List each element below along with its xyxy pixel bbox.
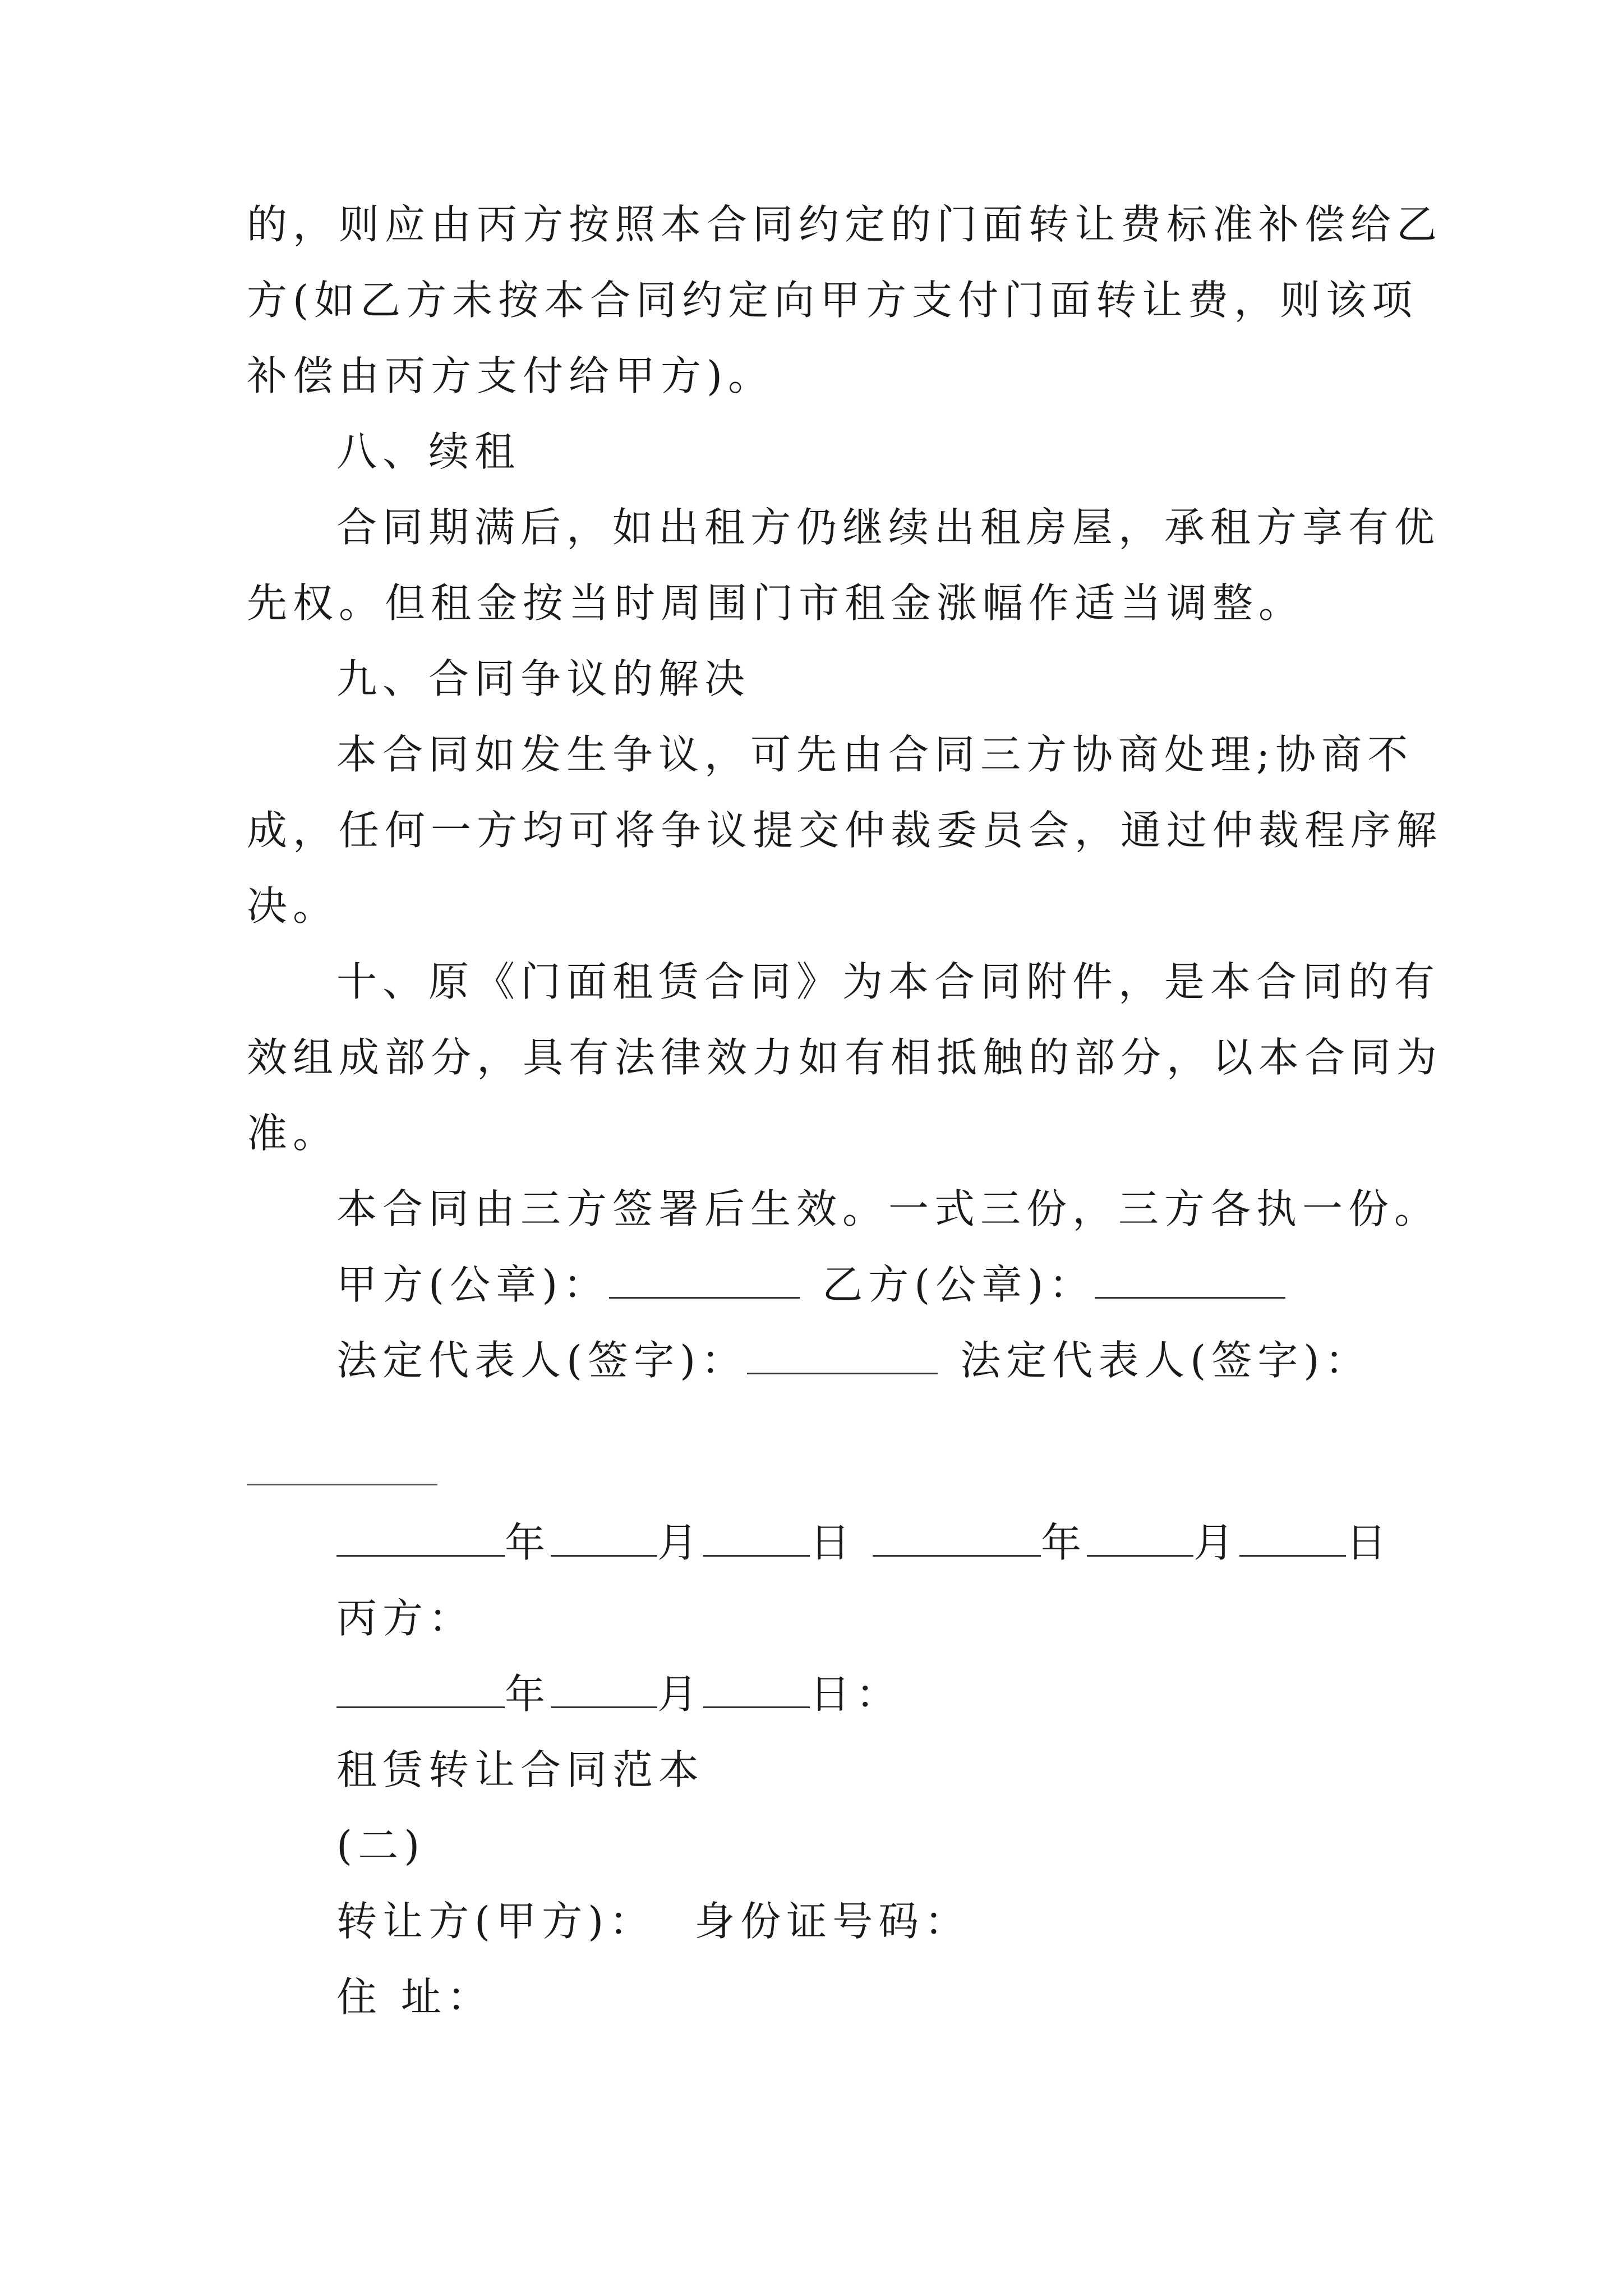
paragraph-line: 成，任何一方均可将争议提交仲裁委员会，通过仲裁程序解 [247,807,1443,854]
party-b-seal-blank [1095,1257,1285,1299]
legal-rep-a-blank [747,1332,938,1374]
section-two-number: (二) [336,1822,426,1869]
date-line-party-c [336,1666,902,1722]
paragraph-line: 决。 [247,882,339,930]
transferor-line [336,1893,970,1949]
day-label: 日 [1346,1519,1393,1566]
day-label: 日： [810,1671,902,1718]
day-blank [1239,1515,1346,1557]
day-blank [703,1515,810,1557]
paragraph-line: 先权。但租金按当时周围门市租金涨幅作适当调整。 [247,579,1305,627]
month-label: 月 [657,1671,704,1718]
party-a-seal-label: 甲方(公章)： [336,1261,610,1308]
month-label: 月 [1193,1519,1240,1566]
legal-rep-b-label: 法定代表人(签字)： [960,1337,1371,1384]
party-c-label: 丙方： [336,1595,475,1642]
section-two-title: 租赁转让合同范本 [336,1746,705,1793]
paragraph-line: 效组成部分，具有法律效力如有相抵触的部分，以本合同为 [247,1034,1443,1081]
address-label: 住 址： [336,1973,493,2021]
paragraph-line: 补偿由丙方支付给甲方)。 [247,352,774,399]
paragraph-line: 方(如乙方未按本合同约定向甲方支付门面转让费，则该项 [247,277,1418,324]
year-blank [336,1666,505,1708]
paragraph-line: 十、原《门面租赁合同》为本合同附件，是本合同的有 [336,958,1441,1005]
transferor-label: 转让方(甲方)： [336,1898,656,1945]
legal-rep-b-blank [247,1484,437,1485]
seal-line [336,1257,1285,1313]
paragraph-line: 的，则应由丙方按照本合同约定的门面转让费标准补偿给乙 [247,201,1443,248]
paragraph-line: 本合同由三方签署后生效。一式三份，三方各执一份。 [336,1185,1441,1232]
month-blank [551,1666,657,1708]
id-number-label: 身份证号码： [694,1898,971,1945]
section-heading-renewal: 八、续租 [336,428,521,475]
year-label: 年 [505,1671,551,1718]
day-label: 日 [810,1519,856,1566]
year-label: 年 [1041,1519,1087,1566]
party-a-seal-blank [609,1257,800,1299]
year-blank [873,1515,1041,1557]
paragraph-line: 本合同如发生争议，可先由合同三方协商处理;协商不 [336,731,1414,778]
year-label: 年 [505,1519,551,1566]
section-heading-dispute: 九、合同争议的解决 [336,655,751,702]
month-label: 月 [657,1519,704,1566]
legal-rep-a-label: 法定代表人(签字)： [336,1337,748,1384]
legal-rep-line [336,1332,1371,1388]
month-blank [1087,1515,1193,1557]
party-b-seal-label: 乙方(公章)： [822,1261,1095,1308]
day-blank [703,1666,810,1708]
month-blank [551,1515,657,1557]
paragraph-line: 准。 [247,1110,339,1157]
date-line [336,1515,1392,1571]
paragraph-line: 合同期满后，如出租方仍继续出租房屋，承租方享有优 [336,504,1441,551]
year-blank [336,1515,505,1557]
